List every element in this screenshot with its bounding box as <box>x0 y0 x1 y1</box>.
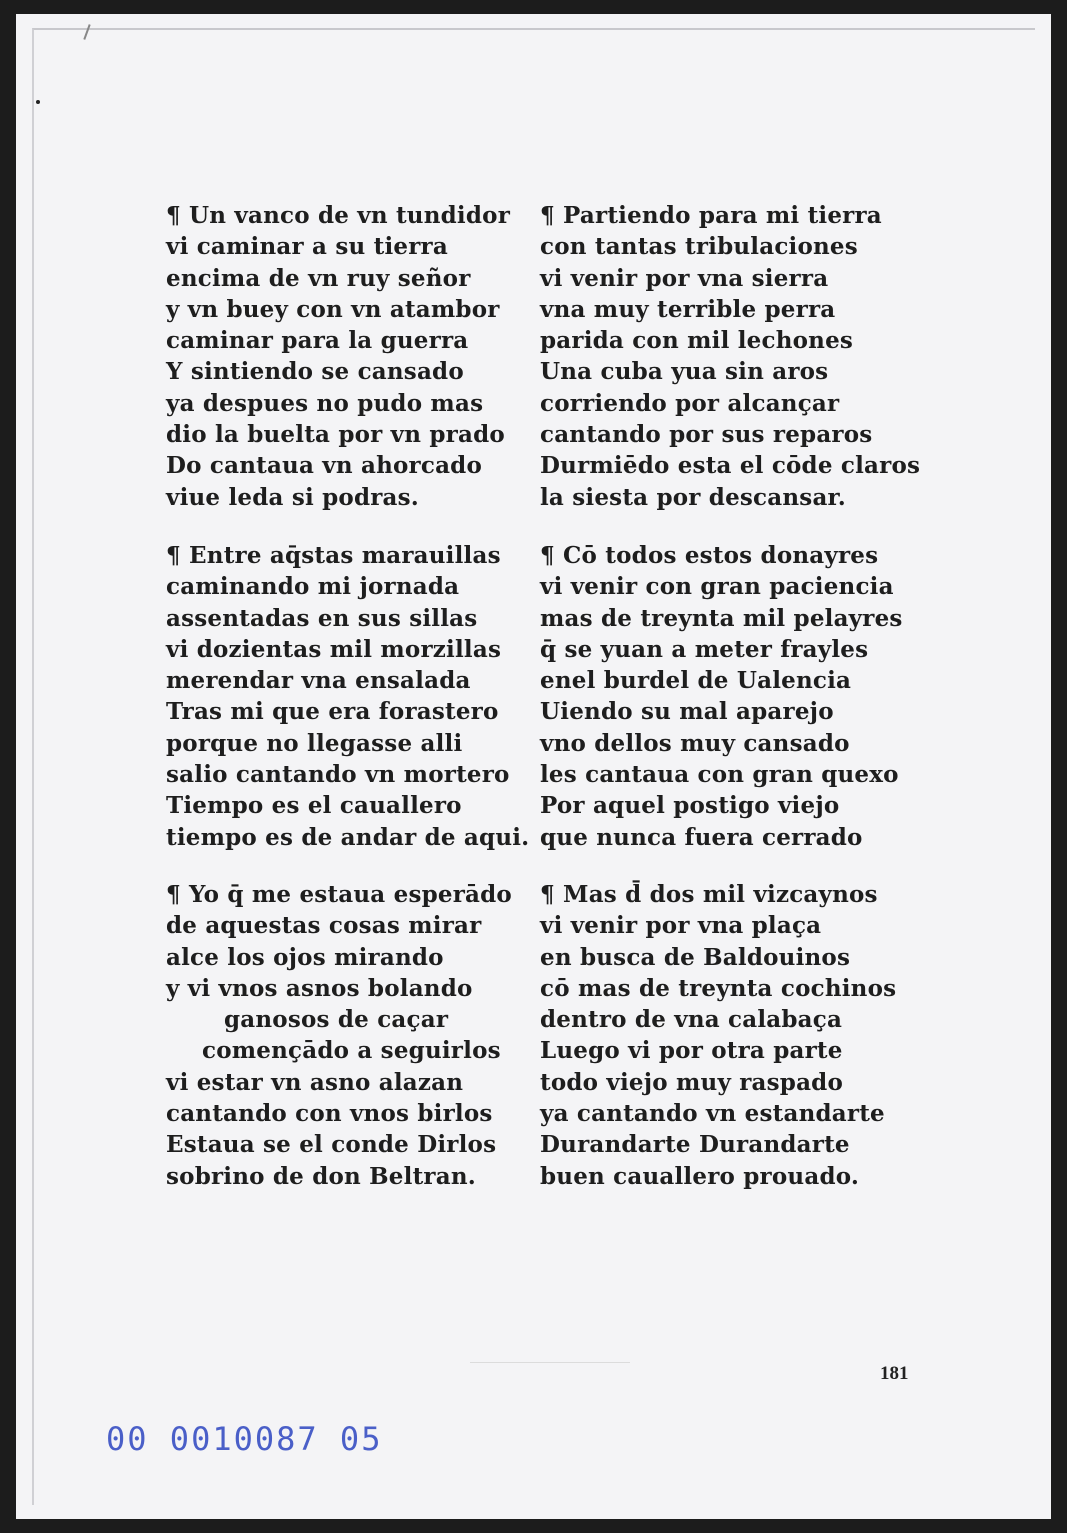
verse-line: y vi vnos asnos bolando <box>166 974 473 1002</box>
verse-line: vi caminar a su tierra <box>166 233 448 261</box>
verse-line: corriendo por alcançar <box>540 389 840 417</box>
verse-line: ¶ Mas d̄ dos mil vizcaynos <box>540 881 878 908</box>
stanza-2 <box>540 200 920 513</box>
verse-line: vi venir con gran paciencia <box>540 573 894 601</box>
verse-line: mas de treynta mil pelayres <box>540 604 903 632</box>
verse-line: Durmiēdo esta el cōde claros <box>540 452 921 480</box>
verse-line: buen cauallero prouado. <box>540 1162 860 1190</box>
verse-line: y vn buey con vn atambor <box>166 295 500 323</box>
verse-line: vi venir por vna sierra <box>540 264 829 292</box>
verse-line: cantando por sus reparos <box>540 421 873 449</box>
verse-line: ¶ Partiendo para mi tierra <box>540 202 882 229</box>
verse-line: todo viejo muy raspado <box>540 1068 844 1096</box>
verse-line: vna muy terrible perra <box>540 295 836 323</box>
verse-line: Por aquel postigo viejo <box>540 792 840 820</box>
verse-line: salio cantando vn mortero <box>166 761 510 789</box>
verse-line: Una cuba yua sin aros <box>540 358 829 386</box>
verse-line: Do cantaua vn ahorcado <box>166 452 482 480</box>
verse-line: porque no llegasse alli <box>166 729 463 757</box>
inventory-stamp: 00 0010087 05 <box>106 1420 383 1458</box>
verse-line: caminando mi jornada <box>166 573 460 601</box>
verse-line: vi dozientas mil morzillas <box>166 635 502 663</box>
verse-line: Y sintiendo se cansado <box>166 358 464 386</box>
verse-line: dio la buelta por vn prado <box>166 421 505 449</box>
page-number: 181 <box>880 1363 909 1384</box>
stanza-5 <box>166 879 512 1192</box>
verse-line: Durandarte Durandarte <box>540 1131 850 1159</box>
verse-line: que nunca fuera cerrado <box>540 823 863 851</box>
verse-line: vi venir por vna plaça <box>540 912 822 940</box>
verse-line: dentro de vna calabaça <box>540 1006 843 1034</box>
verse-line: cantando con vnos birlos <box>166 1100 493 1128</box>
stanza-4 <box>540 540 903 853</box>
verse-line: en busca de Baldouinos <box>540 943 851 971</box>
verse-line: Tiempo es el cauallero <box>166 792 462 820</box>
verse-line: Luego vi por otra parte <box>540 1037 843 1065</box>
verse-line: merendar vna ensalada <box>166 667 471 695</box>
verse-line: viue leda si podras. <box>166 483 420 511</box>
verse-line: caminar para la guerra <box>166 327 469 355</box>
verse-line: assentadas en sus sillas <box>166 604 478 632</box>
verse-line: la siesta por descansar. <box>540 483 846 511</box>
verse-line: Estaua se el conde Dirlos <box>166 1131 497 1159</box>
speck-mark <box>36 100 40 104</box>
verse-line: Uiendo su mal aparejo <box>540 698 834 726</box>
verse-line: encima de vn ruy señor <box>166 264 471 292</box>
verse-line: ganosos de caçar <box>224 1006 449 1034</box>
verse-line: començādo a seguirlos <box>202 1037 501 1065</box>
verse-line: cō mas de treynta cochinos <box>540 974 897 1002</box>
stanza-6 <box>540 879 896 1192</box>
verse-line: enel burdel de Ualencia <box>540 667 852 695</box>
verse-line: les cantaua con gran quexo <box>540 761 899 789</box>
verse-line: alce los ojos mirando <box>166 943 444 971</box>
verse-line: ¶ Entre aq̄stas marauillas <box>166 542 501 569</box>
verse-line: ¶ Cō todos estos donayres <box>540 542 879 569</box>
verse-line: tiempo es de andar de aqui. <box>166 823 530 851</box>
verse-line: ya cantando vn estandarte <box>540 1100 885 1128</box>
verse-line: vi estar vn asno alazan <box>166 1068 464 1096</box>
verse-line: Tras mi que era forastero <box>166 698 499 726</box>
verse-line: con tantas tribulaciones <box>540 233 858 261</box>
faint-rule <box>470 1362 630 1363</box>
verse-line: ¶ Un vanco de vn tundidor <box>166 202 511 229</box>
verse-line: ya despues no pudo mas <box>166 389 484 417</box>
verse-line: sobrino de don Beltran. <box>166 1162 476 1190</box>
verse-line: de aquestas cosas mirar <box>166 912 482 940</box>
stanza-1 <box>166 200 510 513</box>
verse-line: q̄ se yuan a meter frayles <box>540 635 869 663</box>
verse-line: ¶ Yo q̄ me estaua esperādo <box>166 881 512 908</box>
verse-line: vno dellos muy cansado <box>540 729 850 757</box>
stanza-3 <box>166 540 529 853</box>
verse-line: parida con mil lechones <box>540 327 854 355</box>
